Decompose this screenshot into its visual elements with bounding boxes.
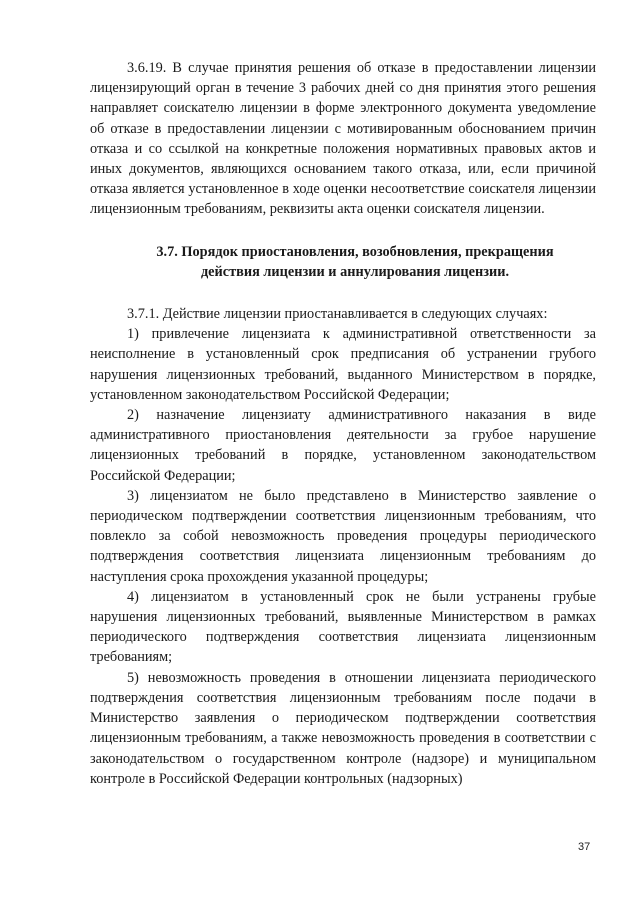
list-item-5: 5) невозможность проведения в отношении лицензиата периодического подтверждения соответствия лицензионным требованиям после подачи в Министерство заявления о периодическом подтверждении соответствия лицензионным требованиям, а также невозможность проведения в соответствии с законодательством о государственном контроле (надзоре) и муниципальном контроле в Российской Федерации контрольных (надзорных) [90,669,596,787]
list-item-1: 1) привлечение лицензиата к административной ответственности за неисполнение в установленный срок предписания об устранении грубого нарушения лицензионных требований, выданного Министерством в порядке, установленном законодательством Российской Федерации; [90,326,596,403]
page-number: 37 [578,841,591,853]
heading-line-2: действия лицензии и аннулирования лицензии. [200,263,510,280]
paragraph-3-7-1: 3.7.1. Действие лицензии приостанавливается в следующих случаях: [127,306,548,323]
list-item-3: 3) лицензиатом не было представлено в Министерство заявление о периодическом подтверждении соответствия лицензионным требованиям, что повлекло за собой невозможность проведения процедуры периодического подтверждения соответствия лицензиата лицензионным требованиям до наступления срока прохождения указанной процедуры; [90,487,596,585]
section-heading-3-7 [90,242,596,282]
paragraph-3-6-19: 3.6.19. В случае принятия решения об отказе в предоставлении лицензии лицензирующий орган в течение 3 рабочих дней со дня принятия этого решения направляет соискателю лицензии в форме электронного документа уведомление об отказе в предоставлении лицензии с мотивированным обоснованием причин отказа и со ссылкой на конкретные положения нормативных правовых актов и иных документов, являющихся основанием такого отказа, или, если причиной отказа является установленное в ходе оценки несоответствие соискателя лицензии лицензионным требованиям, реквизиты акта оценки соискателя лицензии. [90,60,596,218]
list-item-2: 2) назначение лицензиату административного наказания в виде административного приостановления деятельности за грубое нарушение лицензионных требований в порядке, установленном законодательством Российской Федерации; [90,407,596,484]
list-item-4: 4) лицензиатом в установленный срок не были устранены грубые нарушения лицензионных требований, выявленные Министерством в рамках периодического подтверждения соответствия лицензиата лицензионным требованиям; [90,588,596,666]
heading-line-1: 3.7. Порядок приостановления, возобновления, прекращения [156,243,554,260]
document-page [90,58,596,789]
